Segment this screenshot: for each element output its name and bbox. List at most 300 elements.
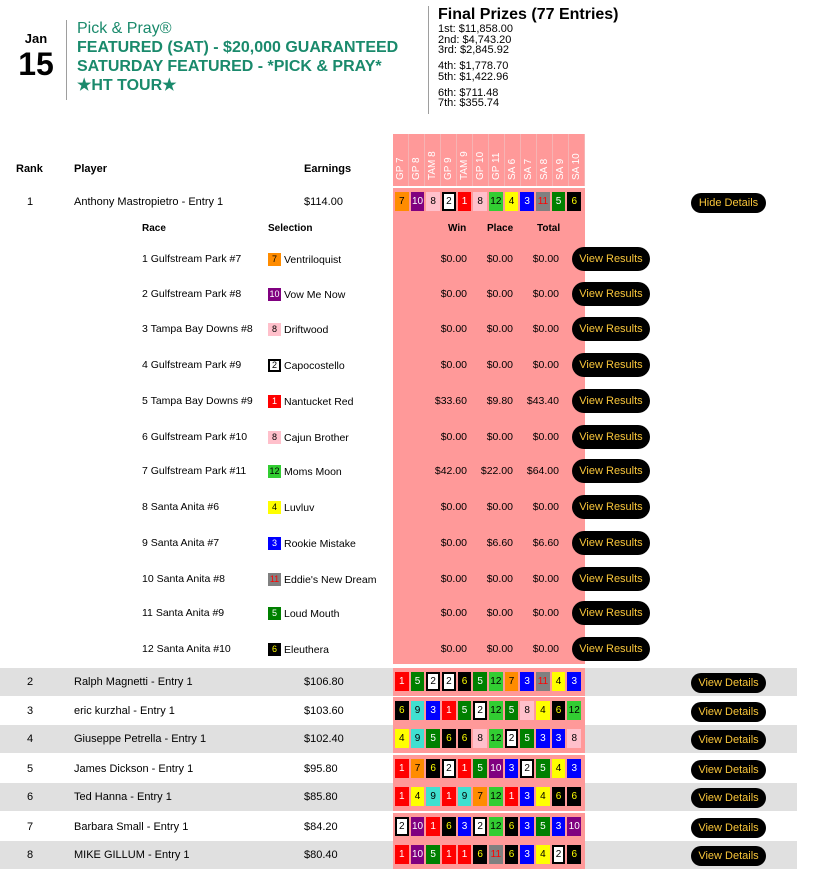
detail-selection — [268, 253, 341, 266]
detail-race-row — [0, 247, 680, 271]
saddle-cloth-chip: 12 — [269, 466, 280, 476]
race-column-header-label: GP 8 — [411, 157, 422, 180]
race-column-header-label: GP 7 — [395, 157, 406, 180]
saddle-cloth-chip: 6 — [473, 845, 487, 864]
prize-line: 7th: $355.74 — [438, 97, 500, 110]
leaderboard-row — [0, 668, 797, 696]
saddle-cloth-chip: 10 — [489, 759, 503, 778]
view-results-button[interactable]: View Results — [572, 637, 650, 661]
horse-name: Loud Mouth — [284, 607, 340, 620]
saddle-cloth-chip: 2 — [395, 817, 409, 836]
detail-race-row — [0, 459, 680, 483]
detail-race-row — [0, 282, 680, 306]
total-value: $0.00 — [532, 501, 559, 513]
saddle-cloth-chip: 3 — [520, 787, 534, 806]
saddle-cloth-chip: 3 — [458, 817, 472, 836]
saddle-cloth-chip: 11 — [269, 574, 280, 584]
win-value: $0.00 — [440, 359, 467, 371]
detail-race-name: 3 Tampa Bay Downs #8 — [142, 323, 253, 335]
saddle-cloth-chip: 3 — [552, 817, 566, 836]
saddle-cloth-chip: 4 — [536, 845, 550, 864]
view-results-button[interactable]: View Results — [572, 317, 650, 341]
prize-line: 2nd: $4,743.20 — [438, 33, 512, 46]
saddle-cloth-chip: 3 — [567, 759, 581, 778]
saddle-cloth-chip: 8 — [567, 729, 581, 748]
saddle-cloth-chip: 6 — [426, 759, 440, 778]
picks-strip — [393, 697, 585, 725]
place-value: $0.00 — [486, 323, 513, 335]
total-value: $0.00 — [532, 573, 559, 585]
total-value: $0.00 — [532, 323, 559, 335]
saddle-cloth-chip: 1 — [442, 787, 456, 806]
player-name: James Dickson - Entry 1 — [74, 763, 194, 775]
saddle-cloth-chip: 1 — [268, 395, 281, 408]
saddle-cloth-chip: 7 — [411, 759, 425, 778]
detail-header-total: Total — [537, 223, 561, 234]
place-value: $0.00 — [486, 359, 513, 371]
horse-name: Moms Moon — [284, 465, 342, 478]
picks-strip — [393, 725, 585, 753]
saddle-cloth-chip: 1 — [458, 192, 472, 211]
player-name: Anthony Mastropietro - Entry 1 — [74, 196, 224, 208]
saddle-cloth-chip: 4 — [552, 759, 566, 778]
saddle-cloth-chip: 2 — [505, 729, 519, 748]
total-value: $43.40 — [526, 395, 559, 407]
place-value: $6.60 — [486, 537, 513, 549]
view-results-button[interactable]: View Results — [572, 425, 650, 449]
detail-selection — [268, 323, 328, 336]
saddle-cloth-chip: 6 — [458, 672, 472, 691]
saddle-cloth-chip: 1 — [505, 787, 519, 806]
saddle-cloth-chip: 5 — [473, 672, 487, 691]
saddle-cloth-chip: 12 — [489, 701, 503, 720]
saddle-cloth-chip: 3 — [552, 729, 566, 748]
win-value: $0.00 — [440, 288, 467, 300]
saddle-cloth-chip: 1 — [458, 759, 472, 778]
saddle-cloth-chip: 3 — [426, 701, 440, 720]
saddle-cloth-chip: 7 — [505, 672, 519, 691]
hide-details-button[interactable]: Hide Details — [691, 193, 766, 213]
prize-line: 3rd: $2,845.92 — [438, 44, 509, 57]
saddle-cloth-chip: 6 — [505, 845, 519, 864]
saddle-cloth-chip: 6 — [552, 787, 566, 806]
saddle-cloth-chip: 10 — [567, 817, 581, 836]
rank-value: 1 — [27, 196, 34, 208]
detail-selection — [268, 501, 314, 514]
saddle-cloth-chip: 12 — [489, 729, 503, 748]
detail-race-row — [0, 317, 680, 341]
rank-value: 3 — [27, 705, 34, 717]
saddle-cloth-chip: 1 — [395, 672, 409, 691]
race-column-header — [409, 134, 425, 186]
place-value: $0.00 — [486, 607, 513, 619]
saddle-cloth-chip: 1 — [395, 759, 409, 778]
detail-selection — [268, 395, 353, 408]
detail-header-race: Race — [142, 223, 166, 234]
view-results-button[interactable]: View Results — [572, 282, 650, 306]
saddle-cloth-chip: 3 — [520, 845, 534, 864]
race-column-headers — [393, 134, 585, 186]
detail-race-row — [0, 389, 680, 413]
race-column-header-label: SA 6 — [507, 158, 518, 180]
saddle-cloth-chip: 4 — [268, 501, 281, 514]
brand-label: Pick & Pray® — [77, 20, 172, 37]
column-header-earnings: Earnings — [304, 163, 352, 175]
horse-name: Luvluv — [284, 501, 315, 514]
detail-race-row — [0, 353, 680, 377]
column-header-rank: Rank — [16, 163, 43, 175]
win-value: $0.00 — [440, 607, 467, 619]
saddle-cloth-chip: 2 — [552, 845, 566, 864]
horse-name: Rookie Mistake — [284, 537, 356, 550]
view-results-button[interactable]: View Results — [572, 459, 650, 483]
detail-race-name: 5 Tampa Bay Downs #9 — [142, 395, 253, 407]
picks-strip — [393, 783, 585, 811]
saddle-cloth-chip: 5 — [536, 817, 550, 836]
view-details-button[interactable]: View Details — [691, 760, 766, 780]
saddle-cloth-chip: 1 — [395, 845, 409, 864]
saddle-cloth-chip: 1 — [395, 787, 409, 806]
leaderboard-row — [0, 755, 797, 783]
saddle-cloth-chip: 8 — [473, 729, 487, 748]
picks-strip — [393, 841, 585, 869]
saddle-cloth-chip: 3 — [520, 192, 534, 211]
saddle-cloth-chip: 12 — [489, 817, 503, 836]
race-column-header-label: GP 10 — [475, 151, 486, 180]
saddle-cloth-chip: 3 — [536, 729, 550, 748]
race-column-header-label: GP 9 — [443, 157, 454, 180]
saddle-cloth-chip: 5 — [458, 701, 472, 720]
saddle-cloth-chip: 11 — [489, 845, 503, 864]
detail-race-name: 1 Gulfstream Park #7 — [142, 253, 242, 265]
detail-race-name: 12 Santa Anita #10 — [142, 643, 231, 655]
saddle-cloth-chip: 6 — [458, 729, 472, 748]
detail-selection — [268, 537, 356, 550]
race-column-header — [537, 134, 553, 186]
saddle-cloth-chip: 8 — [473, 192, 487, 211]
saddle-cloth-chip: 7 — [473, 787, 487, 806]
prize-line: 6th: $711.48 — [438, 86, 499, 99]
saddle-cloth-chip: 3 — [268, 537, 281, 550]
win-value: $0.00 — [440, 323, 467, 335]
win-value: $0.00 — [440, 573, 467, 585]
detail-selection — [268, 288, 345, 301]
total-value: $0.00 — [532, 359, 559, 371]
horse-name: Ventriloquist — [284, 253, 342, 266]
saddle-cloth-chip: 4 — [411, 787, 425, 806]
saddle-cloth-chip: 1 — [458, 845, 472, 864]
rank-value: 7 — [27, 821, 34, 833]
leaderboard-row — [0, 783, 797, 811]
saddle-cloth-chip: 2 — [442, 672, 456, 691]
place-value: $0.00 — [486, 253, 513, 265]
view-details-button[interactable]: View Details — [691, 702, 766, 722]
earnings-value: $102.40 — [304, 733, 344, 745]
win-value: $0.00 — [440, 537, 467, 549]
player-name: eric kurzhal - Entry 1 — [74, 705, 175, 717]
win-value: $0.00 — [440, 501, 467, 513]
view-results-button[interactable]: View Results — [572, 567, 650, 591]
saddle-cloth-chip: 10 — [411, 845, 425, 864]
saddle-cloth-chip: 5 — [411, 672, 425, 691]
detail-race-name: 6 Gulfstream Park #10 — [142, 431, 248, 443]
view-details-button[interactable]: View Details — [691, 673, 766, 693]
detail-selection — [268, 643, 329, 656]
detail-selection — [268, 607, 339, 620]
detail-selection — [268, 359, 345, 372]
view-results-button[interactable]: View Results — [572, 353, 650, 377]
saddle-cloth-chip: 10 — [411, 817, 425, 836]
race-column-header-label: SA 8 — [539, 158, 550, 180]
detail-race-name: 11 Santa Anita #9 — [142, 607, 225, 619]
saddle-cloth-chip: 5 — [426, 845, 440, 864]
view-results-button[interactable]: View Results — [572, 601, 650, 625]
detail-header-selection: Selection — [268, 223, 313, 234]
detail-race-row — [0, 531, 680, 555]
player-name: Ted Hanna - Entry 1 — [74, 791, 172, 803]
view-results-button[interactable]: View Results — [572, 495, 650, 519]
saddle-cloth-chip: 6 — [442, 817, 456, 836]
saddle-cloth-chip: 8 — [520, 701, 534, 720]
win-value: $33.60 — [434, 395, 467, 407]
detail-selection — [268, 573, 376, 586]
saddle-cloth-chip: 6 — [505, 817, 519, 836]
saddle-cloth-chip: 2 — [442, 192, 456, 211]
saddle-cloth-chip: 7 — [395, 192, 409, 211]
final-prizes-title: Final Prizes (77 Entries) — [438, 6, 619, 23]
column-header-player: Player — [74, 163, 108, 175]
race-column-header — [569, 134, 585, 186]
date-day: 15 — [18, 46, 54, 82]
total-value: $0.00 — [532, 431, 559, 443]
saddle-cloth-chip: 4 — [536, 701, 550, 720]
saddle-cloth-chip: 5 — [473, 759, 487, 778]
total-value: $0.00 — [532, 253, 559, 265]
win-value: $42.00 — [434, 465, 467, 477]
saddle-cloth-chip: 3 — [520, 817, 534, 836]
saddle-cloth-chip: 2 — [426, 672, 440, 691]
saddle-cloth-chip: 11 — [536, 192, 550, 211]
race-column-header-label: SA 9 — [555, 158, 566, 180]
player-name: MIKE GILLUM - Entry 1 — [74, 849, 190, 861]
horse-name: Nantucket Red — [284, 395, 354, 408]
saddle-cloth-chip: 6 — [268, 643, 281, 656]
earnings-value: $95.80 — [304, 763, 338, 775]
detail-race-row — [0, 567, 680, 591]
saddle-cloth-chip: 6 — [567, 192, 581, 211]
player-name: Giuseppe Petrella - Entry 1 — [74, 733, 207, 745]
place-value: $9.80 — [486, 395, 513, 407]
saddle-cloth-chip: 2 — [473, 701, 487, 720]
player-name: Ralph Magnetti - Entry 1 — [74, 676, 193, 688]
leaderboard-row — [0, 813, 797, 841]
detail-race-row — [0, 637, 680, 661]
saddle-cloth-chip: 10 — [411, 192, 425, 211]
detail-race-name: 2 Gulfstream Park #8 — [142, 288, 242, 300]
saddle-cloth-chip: 12 — [567, 701, 581, 720]
saddle-cloth-chip: 5 — [426, 729, 440, 748]
race-column-header-label: GP 11 — [491, 152, 502, 180]
saddle-cloth-chip: 5 — [536, 759, 550, 778]
saddle-cloth-chip: 5 — [520, 729, 534, 748]
saddle-cloth-chip: 4 — [395, 729, 409, 748]
saddle-cloth-chip: 9 — [411, 701, 425, 720]
earnings-value: $85.80 — [304, 791, 338, 803]
race-column-header — [553, 134, 569, 186]
detail-race-row — [0, 601, 680, 625]
earnings-value: $84.20 — [304, 821, 338, 833]
picks-strip — [393, 668, 585, 696]
leaderboard-row — [0, 697, 797, 725]
detail-race-row — [0, 495, 680, 519]
picks-strip — [393, 755, 585, 783]
detail-header-win: Win — [448, 223, 467, 234]
horse-name: Vow Me Now — [284, 288, 346, 301]
horse-name: Driftwood — [284, 323, 329, 336]
race-column-header — [473, 134, 489, 186]
saddle-cloth-chip: 6 — [442, 729, 456, 748]
detail-race-name: 10 Santa Anita #8 — [142, 573, 225, 585]
race-column-header-label: TAM 9 — [459, 151, 470, 180]
saddle-cloth-chip: 6 — [567, 845, 581, 864]
view-results-button[interactable]: View Results — [572, 531, 650, 555]
saddle-cloth-chip: 4 — [536, 787, 550, 806]
saddle-cloth-chip: 5 — [268, 607, 281, 620]
saddle-cloth-chip: 8 — [426, 192, 440, 211]
rank-value: 4 — [27, 733, 34, 745]
place-value: $0.00 — [486, 501, 513, 513]
detail-header-place: Place — [487, 223, 514, 234]
saddle-cloth-chip: 4 — [505, 192, 519, 211]
contest-title-block — [66, 20, 418, 100]
saddle-cloth-chip: 3 — [505, 759, 519, 778]
saddle-cloth-chip: 3 — [567, 672, 581, 691]
total-value: $64.00 — [526, 465, 559, 477]
race-column-header-label: TAM 8 — [427, 151, 438, 180]
view-details-button[interactable]: View Details — [691, 818, 766, 838]
detail-selection — [268, 465, 342, 478]
detail-race-name: 8 Santa Anita #6 — [142, 501, 220, 513]
rank-value: 8 — [27, 849, 34, 861]
view-details-button[interactable]: View Details — [691, 846, 766, 866]
event-date — [14, 32, 58, 82]
saddle-cloth-chip: 8 — [268, 431, 281, 444]
saddle-cloth-chip: 7 — [268, 253, 281, 266]
saddle-cloth-chip: 12 — [489, 192, 503, 211]
player-name: Barbara Small - Entry 1 — [74, 821, 189, 833]
detail-race-name: 7 Gulfstream Park #11 — [142, 465, 247, 477]
place-value: $0.00 — [486, 643, 513, 655]
saddle-cloth-chip: 6 — [552, 701, 566, 720]
race-column-header — [393, 134, 409, 186]
total-value: $0.00 — [532, 607, 559, 619]
saddle-cloth-chip: 2 — [473, 817, 487, 836]
win-value: $0.00 — [440, 431, 467, 443]
saddle-cloth-chip: 12 — [489, 672, 503, 691]
earnings-value: $106.80 — [304, 676, 344, 688]
saddle-cloth-chip: 6 — [567, 787, 581, 806]
saddle-cloth-chip: 2 — [520, 759, 534, 778]
total-value: $0.00 — [532, 288, 559, 300]
saddle-cloth-chip: 11 — [536, 672, 550, 691]
saddle-cloth-chip: 2 — [268, 359, 281, 372]
saddle-cloth-chip: 12 — [489, 787, 503, 806]
detail-race-name: 9 Santa Anita #7 — [142, 537, 220, 549]
win-value: $0.00 — [440, 643, 467, 655]
saddle-cloth-chip: 9 — [426, 787, 440, 806]
view-details-button[interactable]: View Details — [691, 730, 766, 750]
race-column-header — [521, 134, 537, 186]
place-value: $0.00 — [486, 288, 513, 300]
saddle-cloth-chip: 1 — [442, 701, 456, 720]
saddle-cloth-chip: 8 — [268, 323, 281, 336]
race-column-header-label: SA 10 — [571, 153, 582, 180]
saddle-cloth-chip: 5 — [505, 701, 519, 720]
saddle-cloth-chip: 3 — [520, 672, 534, 691]
view-results-button[interactable]: View Results — [572, 389, 650, 413]
prize-line: 1st: $11,858.00 — [438, 23, 514, 35]
horse-name: Capocostello — [284, 359, 345, 372]
contest-title-line-3: ★HT TOUR★ — [77, 77, 177, 94]
earnings-value: $114.00 — [304, 196, 343, 208]
horse-name: Eddie's New Dream — [284, 573, 377, 586]
contest-title-line-2: SATURDAY FEATURED - *PICK & PRAY* — [77, 58, 382, 75]
view-details-button[interactable]: View Details — [691, 788, 766, 808]
race-column-header — [425, 134, 441, 186]
detail-race-row — [0, 425, 680, 449]
saddle-cloth-chip: 6 — [395, 701, 409, 720]
rank-value: 2 — [27, 676, 34, 688]
horse-name: Cajun Brother — [284, 431, 349, 444]
race-column-header — [441, 134, 457, 186]
earnings-value: $103.60 — [304, 705, 344, 717]
race-column-header — [457, 134, 473, 186]
race-column-header — [505, 134, 521, 186]
win-value: $0.00 — [440, 253, 467, 265]
earnings-value: $80.40 — [304, 849, 338, 861]
prize-line: 4th: $1,778.70 — [438, 60, 509, 73]
saddle-cloth-chip: 10 — [269, 289, 280, 299]
place-value: $0.00 — [486, 431, 513, 443]
race-column-header — [489, 134, 505, 186]
rank-value: 6 — [27, 791, 34, 803]
leaderboard-row — [0, 725, 797, 753]
final-prizes — [428, 6, 628, 114]
place-value: $22.00 — [480, 465, 513, 477]
picks-strip — [393, 813, 585, 841]
place-value: $0.00 — [486, 573, 513, 585]
saddle-cloth-chip: 9 — [458, 787, 472, 806]
horse-name: Eleuthera — [284, 643, 329, 656]
total-value: $0.00 — [532, 643, 559, 655]
saddle-cloth-chip: 5 — [552, 192, 566, 211]
view-results-button[interactable]: View Results — [572, 247, 650, 271]
detail-selection — [268, 431, 349, 444]
total-value: $6.60 — [532, 537, 559, 549]
saddle-cloth-chip: 9 — [411, 729, 425, 748]
saddle-cloth-chip: 4 — [552, 672, 566, 691]
saddle-cloth-chip: 2 — [442, 759, 456, 778]
saddle-cloth-chip: 1 — [442, 845, 456, 864]
race-column-header-label: SA 7 — [523, 158, 534, 180]
leaderboard-row — [0, 841, 797, 869]
rank-value: 5 — [27, 763, 34, 775]
prize-line: 5th: $1,422.96 — [438, 70, 509, 83]
detail-race-name: 4 Gulfstream Park #9 — [142, 359, 242, 371]
date-month: Jan — [24, 31, 48, 46]
contest-title-line-1: FEATURED (SAT) - $20,000 GUARANTEED — [77, 39, 399, 56]
saddle-cloth-chip: 1 — [426, 817, 440, 836]
